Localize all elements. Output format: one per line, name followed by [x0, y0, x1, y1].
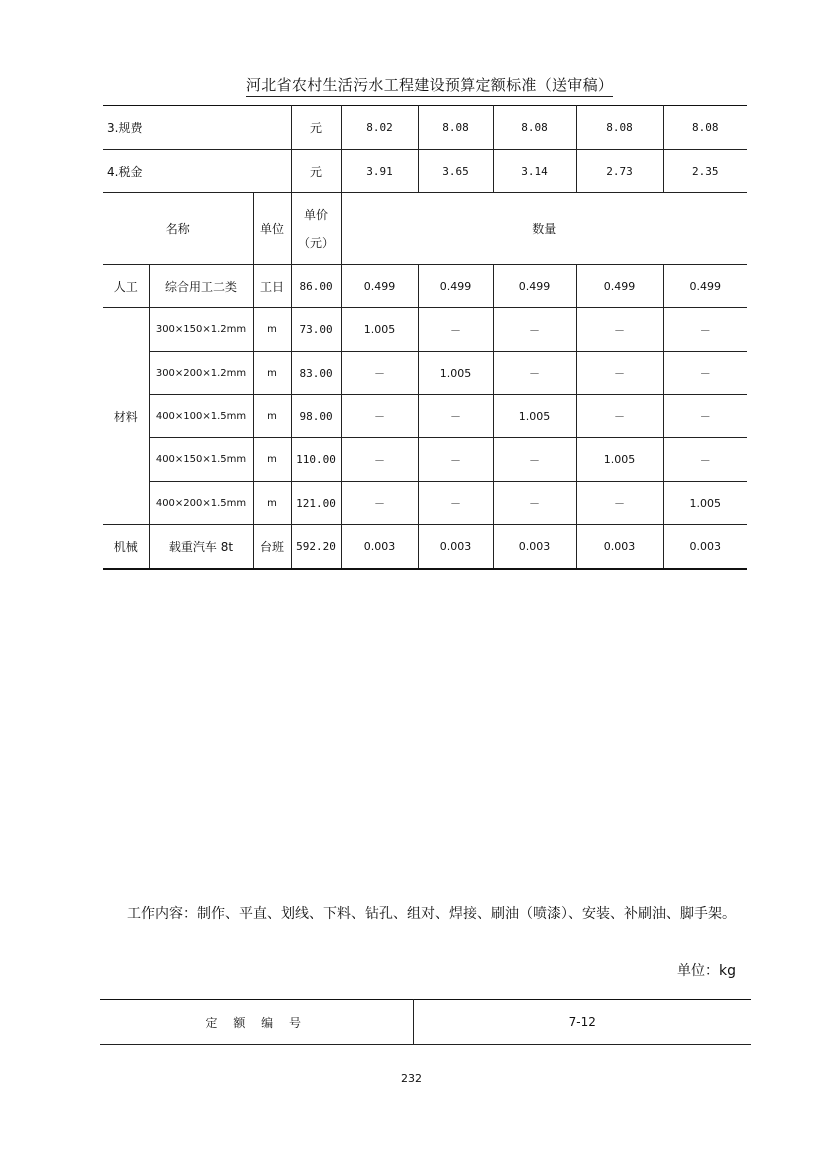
header-name: 名称 [103, 193, 253, 265]
work-content [99, 903, 749, 925]
quantity-cell: 1.005 [576, 438, 663, 482]
material-row [103, 395, 747, 438]
item-price: 98.00 [291, 395, 341, 438]
quantity-cell: － [418, 438, 493, 482]
item-spec: 400×100×1.5mm [149, 395, 253, 438]
labor-row [103, 265, 747, 308]
work-content-text: 工作内容：制作、平直、划线、下料、钻孔、组对、焊接、刷油（喷漆）、安装、补刷油、脚手架。 [127, 906, 736, 922]
quantity-cell: － [576, 352, 663, 395]
quantity-cell: － [576, 482, 663, 525]
fee-row [103, 150, 747, 193]
quantity-cell: 0.499 [576, 265, 663, 308]
item-unit: m [253, 352, 291, 395]
item-unit: m [253, 308, 291, 352]
quantity-cell: 1.005 [663, 482, 747, 525]
header-price: 单价（元） [291, 193, 341, 265]
quantity-cell: 0.499 [341, 265, 418, 308]
category-labor: 人工 [103, 265, 149, 308]
machinery-row [103, 525, 747, 569]
quantity-cell: 0.003 [418, 525, 493, 569]
quantity-cell: － [341, 352, 418, 395]
quantity-cell: － [663, 308, 747, 352]
quantity-cell: 0.003 [493, 525, 576, 569]
item-price: 83.00 [291, 352, 341, 395]
material-row [103, 352, 747, 395]
header-quantity: 数量 [341, 193, 747, 265]
item-unit: m [253, 438, 291, 482]
fee-value: 2.73 [576, 150, 663, 193]
quantity-cell: － [418, 482, 493, 525]
item-unit: m [253, 482, 291, 525]
fee-unit: 元 [291, 106, 341, 150]
item-unit: 工日 [253, 265, 291, 308]
fee-row [103, 106, 747, 150]
quantity-cell: － [663, 395, 747, 438]
header-unit: 单位 [253, 193, 291, 265]
quantity-cell: － [341, 482, 418, 525]
column-header-row [103, 193, 747, 265]
item-price: 592.20 [291, 525, 341, 569]
item-name: 综合用工二类 [149, 265, 253, 308]
fee-name: 3.规费 [103, 106, 291, 150]
quota-number: 7-12 [413, 1000, 751, 1045]
quantity-cell: － [576, 395, 663, 438]
quota-number-row [100, 1000, 751, 1045]
fee-value: 8.02 [341, 106, 418, 150]
quantity-cell: － [341, 395, 418, 438]
unit-label: 单位：kg [677, 963, 736, 979]
quantity-cell: － [493, 438, 576, 482]
quantity-cell: － [418, 308, 493, 352]
fee-value: 2.35 [663, 150, 747, 193]
item-price: 121.00 [291, 482, 341, 525]
material-row [103, 308, 747, 352]
fee-value: 8.08 [418, 106, 493, 150]
fee-value: 3.91 [341, 150, 418, 193]
fee-value: 8.08 [493, 106, 576, 150]
category-material: 材料 [103, 308, 149, 525]
quota-detail-table [103, 105, 747, 570]
quantity-cell: － [493, 308, 576, 352]
item-spec: 400×200×1.5mm [149, 482, 253, 525]
item-unit: m [253, 395, 291, 438]
item-spec: 300×200×1.2mm [149, 352, 253, 395]
fee-name: 4.税金 [103, 150, 291, 193]
quantity-cell: 0.499 [663, 265, 747, 308]
quantity-cell: 1.005 [418, 352, 493, 395]
quantity-cell: 0.499 [418, 265, 493, 308]
item-price: 86.00 [291, 265, 341, 308]
material-row [103, 482, 747, 525]
fee-value: 8.08 [663, 106, 747, 150]
quantity-cell: － [663, 438, 747, 482]
item-name: 载重汽车 8t [149, 525, 253, 569]
page-title: 河北省农村生活污水工程建设预算定额标准（送审稿） [246, 74, 613, 97]
fee-value: 3.65 [418, 150, 493, 193]
quantity-cell: 1.005 [341, 308, 418, 352]
fee-value: 3.14 [493, 150, 576, 193]
item-unit: 台班 [253, 525, 291, 569]
quantity-cell: － [493, 482, 576, 525]
category-machinery: 机械 [103, 525, 149, 569]
quantity-cell: － [576, 308, 663, 352]
quantity-cell: － [341, 438, 418, 482]
quantity-cell: － [493, 352, 576, 395]
item-spec: 300×150×1.2mm [149, 308, 253, 352]
item-price: 73.00 [291, 308, 341, 352]
quota-number-table [100, 999, 751, 1045]
item-spec: 400×150×1.5mm [149, 438, 253, 482]
quantity-cell: 0.003 [341, 525, 418, 569]
quantity-cell: 0.499 [493, 265, 576, 308]
quantity-cell: 0.003 [663, 525, 747, 569]
fee-value: 8.08 [576, 106, 663, 150]
quota-label: 定 额 编 号 [100, 1000, 413, 1045]
item-price: 110.00 [291, 438, 341, 482]
quantity-cell: － [418, 395, 493, 438]
material-row [103, 438, 747, 482]
quantity-cell: 0.003 [576, 525, 663, 569]
page-number: 232 [401, 1072, 422, 1085]
fee-unit: 元 [291, 150, 341, 193]
quantity-cell: 1.005 [493, 395, 576, 438]
quantity-cell: － [663, 352, 747, 395]
